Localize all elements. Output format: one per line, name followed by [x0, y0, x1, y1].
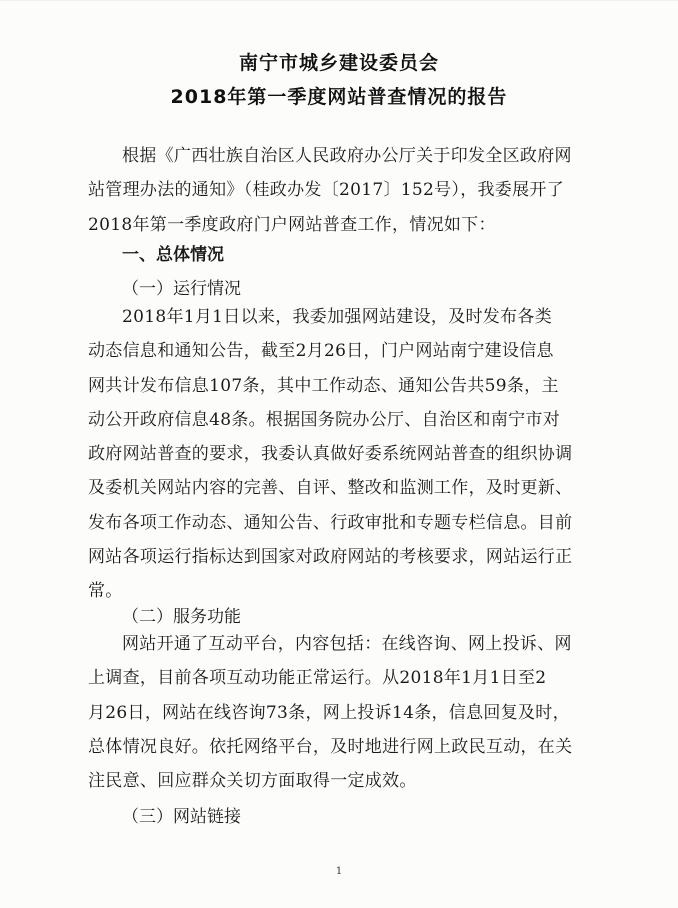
scan-edge	[0, 0, 678, 1]
body-line: 常。	[88, 581, 123, 602]
body-line: 政府网站普查的要求，我委认真做好委系统网站普查的组织协调	[88, 444, 573, 465]
subsection1-heading: （一）运行情况	[122, 279, 241, 299]
intro-line: 站管理办法的通知》（桂政办发〔2017〕152号），我委展开了	[88, 180, 565, 201]
document-title-line1: 南宁市城乡建设委员会	[238, 52, 439, 74]
subsection2-heading: （二）服务功能	[122, 607, 241, 627]
intro-line: 根据《广西壮族自治区人民政府办公厅关于印发全区政府网	[122, 146, 572, 166]
subsection1-body	[88, 300, 600, 609]
body-line: 网站各项运行指标达到国家对政府网站的考核要求，网站运行正	[88, 547, 573, 568]
subsection3-heading: （三）网站链接	[122, 807, 241, 827]
intro-paragraph	[88, 139, 600, 242]
body-line: 2018年1月1日以来，我委加强网站建设，及时发布各类	[122, 307, 552, 327]
page-number: 1	[335, 866, 343, 877]
body-line: 注民意、回应群众关切方面取得一定成效。	[88, 771, 417, 792]
subsection2-body	[88, 627, 600, 798]
body-line: 上调查，目前各项互动功能正常运行。从2018年1月1日至2	[88, 668, 547, 689]
body-line: 网站开通了互动平台，内容包括：在线咨询、网上投诉、网	[122, 634, 572, 654]
document-title-line2: 2018年第一季度网站普查情况的报告	[170, 86, 508, 108]
body-line: 发布各项工作动态、通知公告、行政审批和专题专栏信息。目前	[88, 512, 573, 533]
body-line: 网共计发布信息107条，其中工作动态、通知公告共59条，主	[88, 375, 559, 396]
intro-line: 2018年第一季度政府门户网站普查工作，情况如下：	[88, 214, 496, 235]
body-line: 总体情况良好。依托网络平台，及时地进行网上政民互动，在关	[88, 736, 573, 757]
body-line: 及委机关网站内容的完善、自评、整改和监测工作，及时更新、	[88, 478, 573, 499]
body-line: 月26日，网站在线咨询73条，网上投诉14条，信息回复及时，	[88, 702, 570, 723]
body-line: 动态信息和通知公告，截至2月26日，门户网站南宁建设信息	[88, 341, 554, 362]
section1-heading: 一、总体情况	[122, 245, 224, 265]
body-line: 动公开政府信息48条。根据国务院办公厅、自治区和南宁市对	[88, 409, 561, 430]
